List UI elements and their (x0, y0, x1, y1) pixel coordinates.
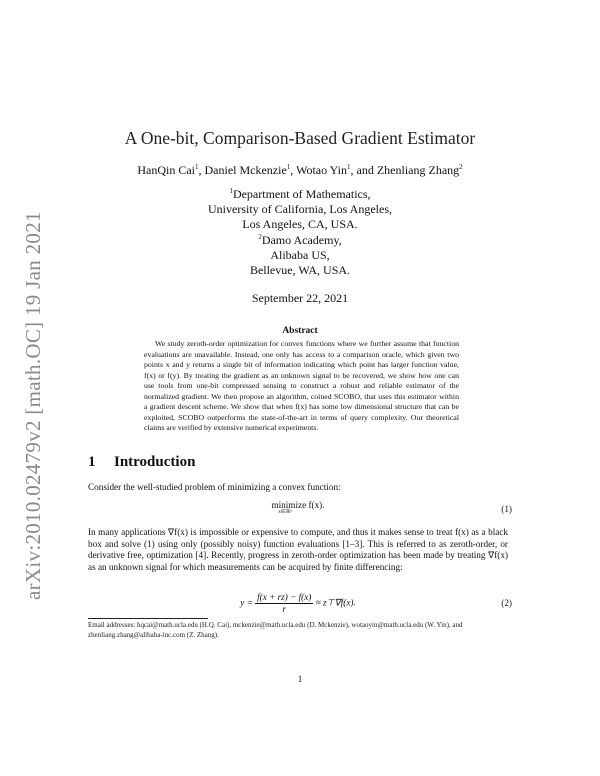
equation-1-subscript: x∈ℝᵈ (278, 509, 292, 515)
author-list (0, 163, 600, 178)
equation-1 (88, 500, 512, 520)
footnote-rule (88, 618, 208, 619)
equation-1-expression: minimize f(x). x∈ℝᵈ (88, 500, 508, 515)
equation-1-label: (1) (501, 504, 512, 514)
abstract-body: We study zeroth-order optimization for convex functions where we further assume that function evaluations are unavailable. Instead, one only has access to a comparison oracle, which given two points x and y returns a single bit of information indicating which point has larger function value, f(x) or f(y). By treating the gradient as an unknown signal to be recovered, we show how one can use tools from one-bit compressed sensing to construct a robust and reliable estimator of the normalized gradient. We then propose an algorithm, coined SCOBO, that uses this estimator within a gradient descent scheme. We show that when f(x) has some low dimensional structure that can be exploited, SCOBO outperforms the state-of-the-art in terms of query complexity. Our theoretical claims are verified by extensive numerical experiments. (144, 339, 459, 432)
paper-date: September 22, 2021 (251, 291, 349, 305)
section-heading (88, 454, 195, 471)
intro-paragraph-2: In many applications ∇f(x) is impossible or expensive to compute, and thus it makes sense to treat f(x) as a black box and solve (1) using only (possibly noisy) function evaluations [1–3]. This is referred to as zeroth-order, or derivative free, optimization [4]. Recently, progress in zeroth-order optimization has been made by treating ∇f(x) as an unknown signal for which measurements can be acquired by finite differencing: (88, 527, 508, 572)
affiliation-2-line-1: $^2$Damo Academy, (258, 233, 342, 247)
arxiv-identifier-stamp: arXiv:2010.02479v2 [math.OC] 19 Jan 2021 (21, 211, 45, 600)
equation-2-denominator: r (282, 604, 286, 614)
affiliation-1-line-2: University of California, Los Angeles, (208, 202, 392, 216)
affiliation-1-line-3: Los Angeles, CA, USA. (242, 217, 358, 231)
equation-2-lhs: y = (240, 597, 253, 608)
affiliation-2-line-3: Bellevue, WA, USA. (249, 263, 351, 277)
equation-2-numerator: f(x + rz) − f(x) (257, 592, 312, 602)
author-name: Wotao Yin (296, 163, 348, 177)
footnote-emails: Email addresses: hqcai@math.ucla.edu (H.Q. Cai), mckenzie@math.ucla.edu (D. Mckenzie), wotaoyin@math.ucla.edu (W. Yin), and zhenliang.zhang@alibaba-inc.com (Z. Zhang). (88, 621, 463, 639)
section-number: 1 (88, 454, 96, 470)
section-title: Introduction (114, 454, 196, 470)
affiliation-2-line-2: Alibaba US, (270, 248, 330, 262)
intro-paragraph-1: Consider the well-studied problem of minimizing a convex function: (88, 482, 341, 492)
author-separator: , (290, 163, 297, 177)
author-affiliation-mark: 2 (459, 163, 463, 171)
affiliation-2 (0, 230, 600, 278)
author-name: Daniel Mckenzie (204, 163, 287, 177)
affiliation-1 (0, 184, 600, 232)
paper-title: A One-bit, Comparison-Based Gradient Estimator (124, 128, 476, 148)
equation-2-fraction (255, 592, 313, 615)
author-affiliation-mark: 1 (195, 163, 199, 171)
equation-2-expression (88, 592, 508, 615)
abstract-heading: Abstract (282, 326, 318, 336)
affiliation-1-line-1: $^1$Department of Mathematics, (229, 187, 371, 201)
author-separator: , and (350, 163, 377, 177)
page-number: 1 (297, 674, 303, 684)
author-name: HanQin Cai (137, 163, 195, 177)
author-affiliation-mark: 1 (286, 163, 291, 171)
author-name: Zhenliang Zhang (376, 163, 460, 177)
equation-2 (88, 592, 512, 616)
author-affiliation-mark: 1 (347, 163, 351, 171)
author-separator: , (198, 163, 205, 177)
equation-2-label: (2) (501, 598, 512, 608)
equation-2-rhs: ≈ z⊤∇f(x). (315, 597, 356, 608)
